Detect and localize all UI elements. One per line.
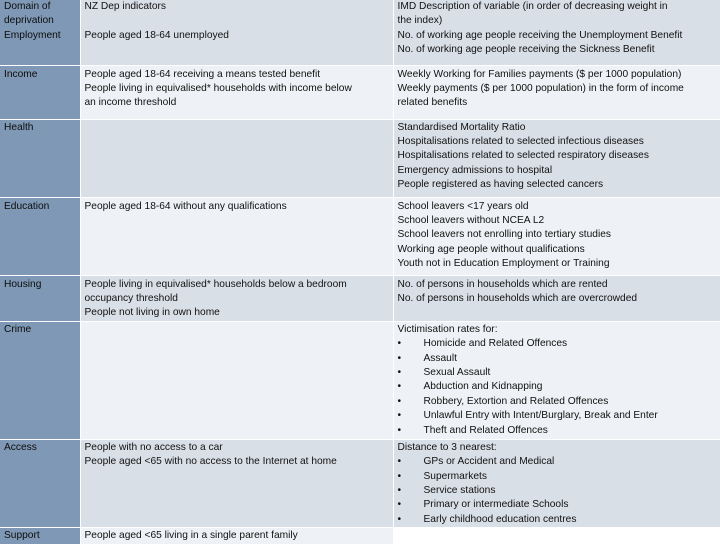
table-row-support: [0, 528, 720, 544]
indicator-text: People not living in own home: [84, 307, 220, 319]
imd-text: related benefits: [397, 97, 468, 109]
list-item: • Supermarkets: [398, 470, 717, 484]
bullet-icon: •: [397, 366, 402, 378]
bullet-icon: •: [397, 395, 402, 407]
list-item: • Abduction and Kidnapping: [398, 380, 717, 394]
bullet-icon: •: [397, 499, 402, 511]
imd-intro: Distance to 3 nearest:: [397, 441, 497, 453]
imd-cell-crime: [393, 321, 720, 439]
indicator-text: People aged 18-64 unemployed: [84, 29, 229, 41]
imd-text: Youth not in Education Employment or Training: [397, 258, 610, 270]
indicator-text: People aged <65 with no access to the Internet at home: [84, 456, 337, 468]
table-row-crime: [0, 321, 720, 439]
list-item: • Sexual Assault: [398, 366, 717, 380]
imd-text: Hospitalisations related to selected infectious diseases: [397, 135, 644, 147]
bullet-icon: •: [397, 381, 402, 393]
indicator-text: People aged 18-64 without any qualifications: [84, 200, 287, 212]
domain-health: Health: [4, 121, 34, 133]
indicators-cell-health: [80, 119, 393, 197]
domain-education: Education: [4, 200, 50, 212]
bullet-icon: •: [397, 352, 402, 364]
indicators-cell-education: [80, 197, 393, 275]
list-item: • Service stations: [398, 484, 717, 498]
indicators-cell-employment: [80, 0, 393, 65]
imd-cell-education: [393, 197, 720, 275]
imd-cell-income: [393, 65, 720, 119]
indicators-cell-crime: [80, 321, 393, 439]
imd-text: School leavers without NCEA L2: [397, 214, 545, 226]
indicator-text: People aged 18-64 receiving a means tested benefit: [84, 68, 321, 80]
header-imd-label-1: IMD Description of variable (in order of decreasing weight in: [397, 1, 668, 12]
list-item: • Homicide and Related Offences: [398, 337, 717, 351]
imd-cell-housing: [393, 275, 720, 321]
list-item: • Assault: [398, 352, 717, 366]
domain-cell-access: [0, 439, 80, 527]
indicator-text: an income threshold: [84, 97, 177, 109]
bullet-icon: •: [397, 424, 402, 436]
imd-text: No. of working age people receiving the Unemployment Benefit: [397, 29, 683, 41]
domain-employment: Employment: [4, 29, 61, 41]
indicator-text: People with no access to a car: [84, 441, 223, 453]
domain-cell-health: [0, 119, 80, 197]
list-item: • GPs or Accident and Medical: [398, 455, 717, 469]
imd-text: No. of persons in households which are rented: [397, 278, 608, 290]
imd-text: People registered as having selected cancers: [397, 179, 604, 191]
imd-text: Weekly Working for Families payments ($ per 1000 population): [397, 68, 682, 80]
header-domain-label-1: Domain of: [4, 1, 51, 12]
domain-cell-employment: [0, 0, 80, 65]
table-row-education: [0, 197, 720, 275]
table-row-health: [0, 119, 720, 197]
indicator-text: People living in equivalised* households below a bedroom: [84, 278, 347, 290]
imd-text: No. of working age people receiving the Sickness Benefit: [397, 44, 655, 56]
indicators-cell-income: [80, 65, 393, 119]
domain-support: Support: [4, 530, 40, 542]
domain-housing: Housing: [4, 278, 42, 290]
domain-cell-support: [0, 528, 80, 544]
indicators-cell-support: [80, 528, 393, 544]
list-item: • Early childhood education centres: [398, 513, 717, 527]
domain-cell-crime: [0, 321, 80, 439]
table-row-housing: [0, 275, 720, 321]
domain-cell-education: [0, 197, 80, 275]
bullet-icon: •: [397, 456, 402, 468]
imd-cell-access: [393, 439, 720, 527]
indicators-cell-access: [80, 439, 393, 527]
bullet-icon: •: [397, 338, 402, 350]
indicator-text: occupancy threshold: [84, 292, 178, 304]
bullet-icon: •: [397, 513, 402, 525]
bullet-icon: •: [397, 470, 402, 482]
imd-cell-support: [393, 528, 720, 544]
table-row-access: [0, 439, 720, 527]
list-item: • Theft and Related Offences: [398, 424, 717, 438]
bullet-icon: •: [397, 484, 402, 496]
imd-text: Standardised Mortality Ratio: [397, 121, 526, 133]
list-item: • Primary or intermediate Schools: [398, 498, 717, 512]
list-item: • Robbery, Extortion and Related Offences: [398, 395, 717, 409]
header-indicators-label: NZ Dep indicators: [84, 1, 167, 12]
imd-text: Weekly payments ($ per 1000 population) in the form of income: [397, 82, 684, 94]
imd-text: Emergency admissions to hospital: [397, 164, 553, 176]
imd-cell-employment: [393, 0, 720, 65]
imd-cell-health: [393, 119, 720, 197]
indicators-cell-housing: [80, 275, 393, 321]
bullet-icon: •: [397, 410, 402, 422]
domain-income: Income: [4, 68, 38, 80]
imd-text: No. of persons in households which are overcrowded: [397, 292, 638, 304]
domain-access: Access: [4, 441, 37, 453]
header-domain-label-2: deprivation: [4, 15, 54, 27]
table-row-income: [0, 65, 720, 119]
domain-cell-housing: [0, 275, 80, 321]
indicator-text: People living in equivalised* households with income below: [84, 82, 352, 94]
domain-cell-income: [0, 65, 80, 119]
imd-intro: Victimisation rates for:: [397, 323, 498, 335]
table-row-employment: [0, 0, 720, 65]
domain-crime: Crime: [4, 323, 32, 335]
imd-text: Working age people without qualifications: [397, 243, 585, 255]
list-item: • Unlawful Entry with Intent/Burglary, Break and Enter: [398, 409, 717, 423]
imd-text: School leavers not enrolling into tertiary studies: [397, 229, 611, 241]
indicator-text: People aged <65 living in a single parent family: [84, 530, 298, 542]
header-imd-label-2: the index): [397, 15, 443, 27]
imd-text: School leavers <17 years old: [397, 200, 529, 212]
imd-text: Hospitalisations related to selected respiratory diseases: [397, 150, 649, 162]
